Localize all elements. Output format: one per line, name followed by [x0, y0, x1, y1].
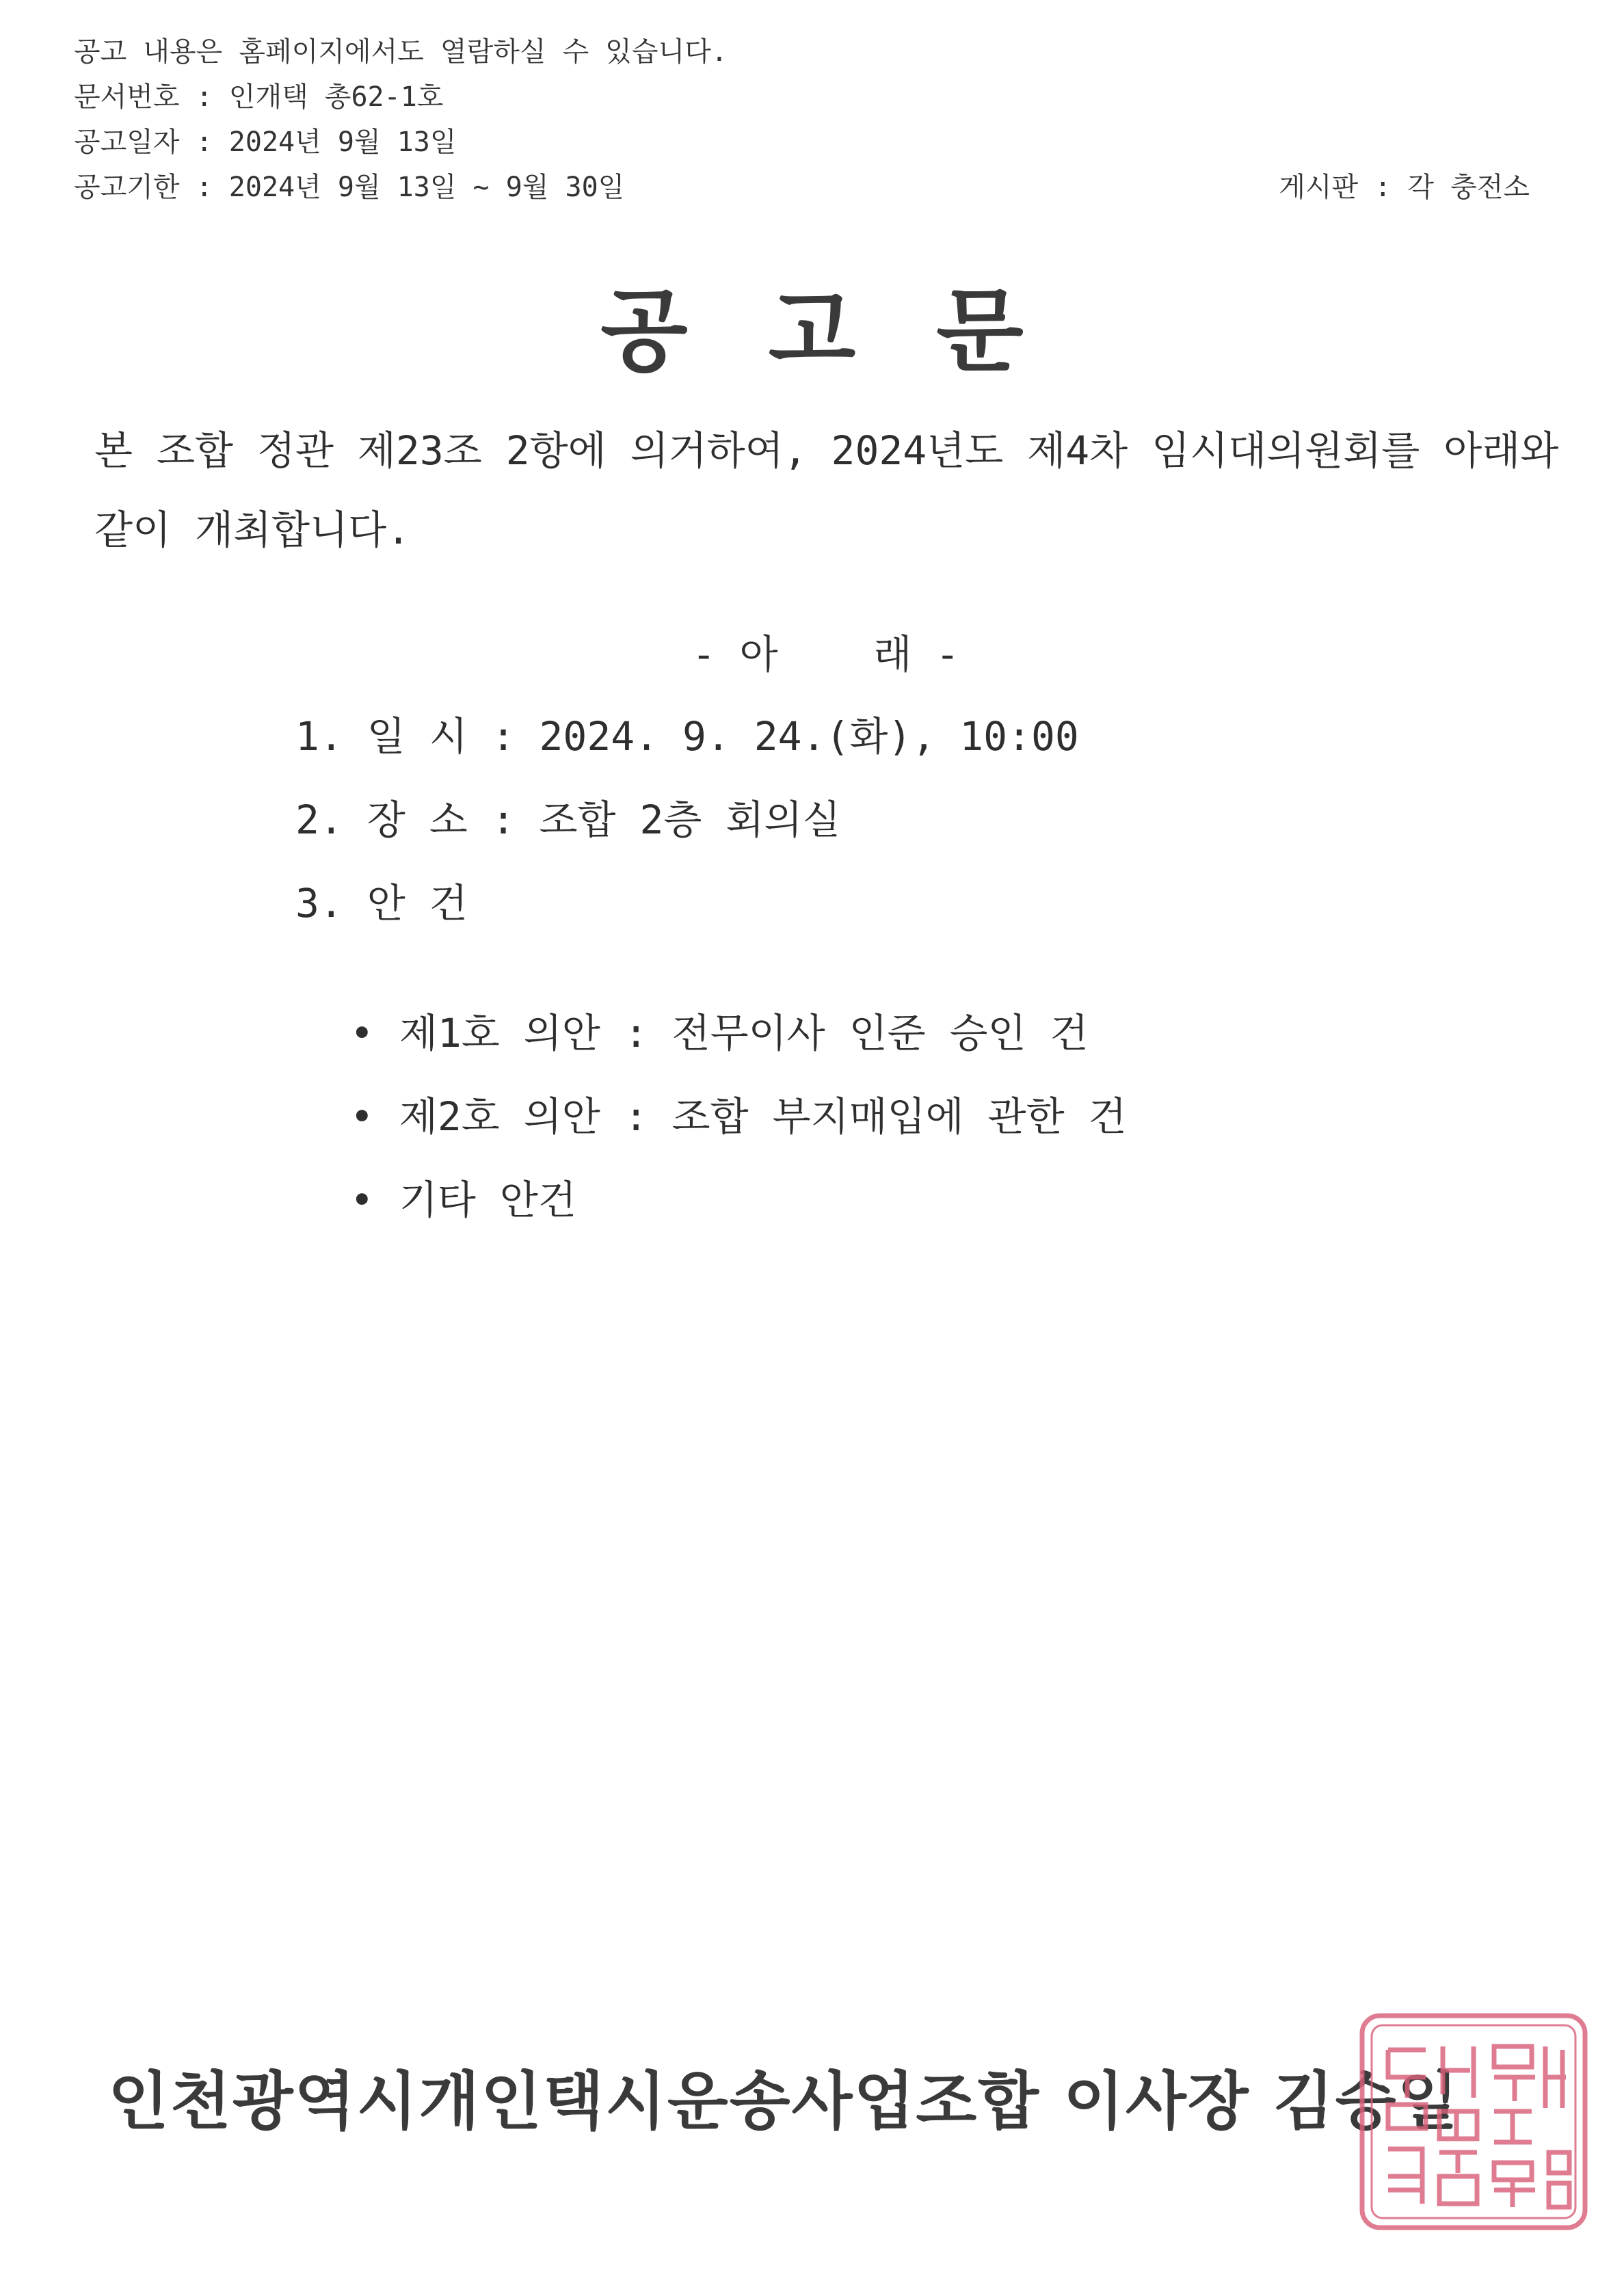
document-number: 문서번호 : 인개택 총62-1호 [74, 81, 444, 113]
signature-line: 인천광역시개인택시운송사업조합 이사장 김승일 [108, 2065, 1460, 2138]
item-agenda: 3. 안 건 [295, 880, 468, 926]
agenda-bullet-item [302, 1121, 576, 1225]
agenda-item-text: 제2호 의안 : 조합 부지매입에 관한 건 [399, 1093, 1127, 1140]
agenda-item-text: 제1호 의안 : 전무이사 인준 승인 건 [399, 1010, 1089, 1056]
bulletin-board-label: 게시판 : 각 충전소 [1279, 172, 1530, 203]
bullet-icon: • [349, 1093, 374, 1140]
below-heading: - 아 래 - [691, 631, 960, 678]
notice-date: 공고일자 : 2024년 9월 13일 [74, 126, 457, 158]
item-place: 2. 장 소 : 조합 2층 회의실 [295, 797, 841, 843]
bullet-icon: • [349, 1177, 374, 1223]
page-title: 공고문 [600, 279, 1104, 384]
intro-line-1: 본 조합 정관 제23조 2항에 의거하여, 2024년도 제4차 임시대의원회를 아래와 [94, 427, 1559, 474]
official-seal-stamp [1354, 2009, 1593, 2234]
homepage-notice-line: 공고 내용은 홈페이지에서도 열람하실 수 있습니다. [74, 36, 728, 68]
item-datetime: 1. 일 시 : 2024. 9. 24.(화), 10:00 [295, 713, 1079, 760]
bullet-icon: • [349, 1010, 374, 1056]
notice-period: 공고기한 : 2024년 9월 13일 ~ 9월 30일 [74, 172, 625, 203]
intro-line-2: 같이 개최합니다. [94, 507, 411, 553]
agenda-item-text: 기타 안건 [399, 1177, 576, 1223]
